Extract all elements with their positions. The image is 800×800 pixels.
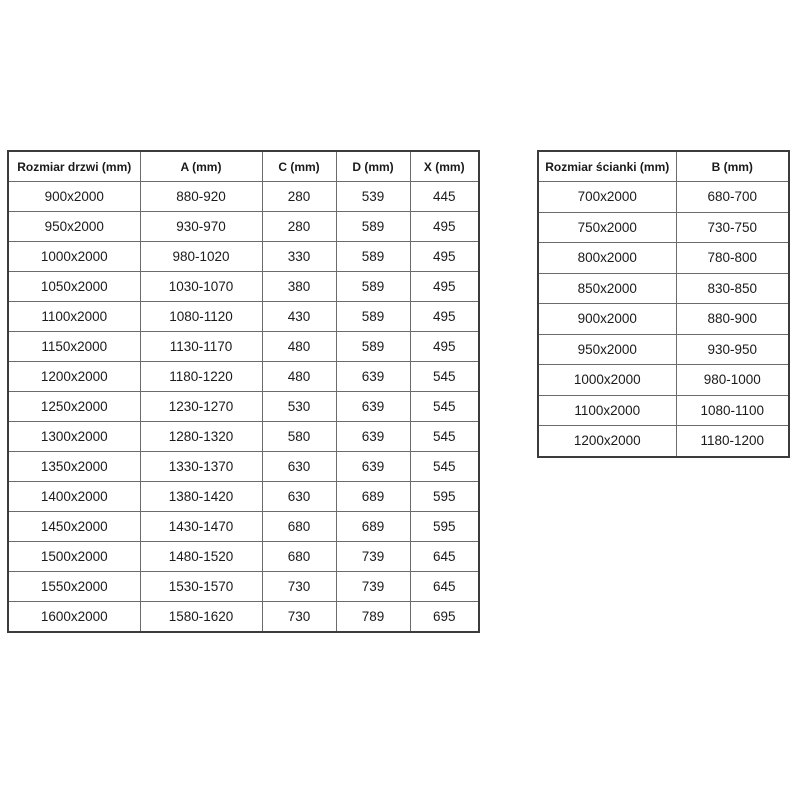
table-cell: 589 <box>336 212 410 242</box>
table-row <box>8 272 479 302</box>
table-cell: 545 <box>410 452 479 482</box>
table-row <box>538 334 789 365</box>
table-cell: 750x2000 <box>538 212 676 243</box>
table-cell: 1530-1570 <box>140 572 262 602</box>
table-cell: 495 <box>410 302 479 332</box>
table-cell: 1080-1100 <box>676 395 789 426</box>
table-cell: 1030-1070 <box>140 272 262 302</box>
wall-panel-size-table <box>537 150 790 458</box>
table-cell: 1300x2000 <box>8 422 140 452</box>
table-cell: 530 <box>262 392 336 422</box>
table-cell: 739 <box>336 572 410 602</box>
table-cell: 700x2000 <box>538 182 676 213</box>
table-cell: 1500x2000 <box>8 542 140 572</box>
table-cell: 680 <box>262 512 336 542</box>
table-cell: 639 <box>336 362 410 392</box>
table-row <box>8 512 479 542</box>
table-cell: 280 <box>262 212 336 242</box>
table-cell: 495 <box>410 212 479 242</box>
table-cell: 689 <box>336 512 410 542</box>
table-cell: 1580-1620 <box>140 602 262 633</box>
table-cell: 589 <box>336 242 410 272</box>
table-row <box>8 542 479 572</box>
column-header: B (mm) <box>676 151 789 182</box>
table-cell: 695 <box>410 602 479 633</box>
table-cell: 589 <box>336 302 410 332</box>
table-row <box>538 273 789 304</box>
table-cell: 445 <box>410 182 479 212</box>
table-cell: 539 <box>336 182 410 212</box>
table-cell: 1080-1120 <box>140 302 262 332</box>
table-row <box>8 242 479 272</box>
table-cell: 1050x2000 <box>8 272 140 302</box>
column-header: C (mm) <box>262 151 336 182</box>
table-cell: 280 <box>262 182 336 212</box>
table-cell: 1330-1370 <box>140 452 262 482</box>
table-cell: 1600x2000 <box>8 602 140 633</box>
table-row <box>8 182 479 212</box>
table-cell: 1100x2000 <box>538 395 676 426</box>
table-cell: 900x2000 <box>8 182 140 212</box>
table-row <box>8 302 479 332</box>
table-cell: 1480-1520 <box>140 542 262 572</box>
table-cell: 545 <box>410 392 479 422</box>
table-cell: 639 <box>336 452 410 482</box>
table-cell: 980-1020 <box>140 242 262 272</box>
table-cell: 1180-1200 <box>676 426 789 457</box>
table-cell: 1400x2000 <box>8 482 140 512</box>
table-cell: 739 <box>336 542 410 572</box>
table-cell: 780-800 <box>676 243 789 274</box>
table-cell: 645 <box>410 542 479 572</box>
table-row <box>538 243 789 274</box>
table-cell: 545 <box>410 422 479 452</box>
table-cell: 880-920 <box>140 182 262 212</box>
table-row <box>538 395 789 426</box>
table-cell: 730 <box>262 572 336 602</box>
table-cell: 589 <box>336 272 410 302</box>
column-header: A (mm) <box>140 151 262 182</box>
table-cell: 1250x2000 <box>8 392 140 422</box>
table-cell: 589 <box>336 332 410 362</box>
table-cell: 1550x2000 <box>8 572 140 602</box>
table-cell: 680 <box>262 542 336 572</box>
table-cell: 730-750 <box>676 212 789 243</box>
table-row <box>538 182 789 213</box>
table-cell: 330 <box>262 242 336 272</box>
table-cell: 1380-1420 <box>140 482 262 512</box>
table-row <box>8 452 479 482</box>
table-cell: 630 <box>262 452 336 482</box>
table-row <box>8 602 479 633</box>
table-cell: 689 <box>336 482 410 512</box>
table-cell: 800x2000 <box>538 243 676 274</box>
table-cell: 680-700 <box>676 182 789 213</box>
table-cell: 595 <box>410 482 479 512</box>
table-cell: 1350x2000 <box>8 452 140 482</box>
table-cell: 495 <box>410 332 479 362</box>
table-cell: 930-970 <box>140 212 262 242</box>
table-cell: 480 <box>262 362 336 392</box>
table-cell: 1230-1270 <box>140 392 262 422</box>
table-cell: 900x2000 <box>538 304 676 335</box>
table-cell: 645 <box>410 572 479 602</box>
table-cell: 380 <box>262 272 336 302</box>
table-cell: 830-850 <box>676 273 789 304</box>
table-row <box>8 392 479 422</box>
table-cell: 1000x2000 <box>8 242 140 272</box>
table-cell: 880-900 <box>676 304 789 335</box>
table-cell: 789 <box>336 602 410 633</box>
table-cell: 430 <box>262 302 336 332</box>
column-header: X (mm) <box>410 151 479 182</box>
doors-size-table <box>7 150 480 633</box>
table-row <box>538 212 789 243</box>
table-row <box>8 332 479 362</box>
table-row <box>8 572 479 602</box>
table-row <box>538 426 789 457</box>
table-cell: 630 <box>262 482 336 512</box>
table-cell: 1000x2000 <box>538 365 676 396</box>
table-cell: 1450x2000 <box>8 512 140 542</box>
table-cell: 480 <box>262 332 336 362</box>
table-row <box>8 422 479 452</box>
table-cell: 950x2000 <box>538 334 676 365</box>
table-cell: 1200x2000 <box>8 362 140 392</box>
table-cell: 1150x2000 <box>8 332 140 362</box>
table-cell: 639 <box>336 422 410 452</box>
table-cell: 930-950 <box>676 334 789 365</box>
table-row <box>538 304 789 335</box>
table-cell: 1100x2000 <box>8 302 140 332</box>
table-row <box>538 365 789 396</box>
header-row <box>8 151 479 182</box>
table-cell: 1200x2000 <box>538 426 676 457</box>
table-cell: 1180-1220 <box>140 362 262 392</box>
header-row <box>538 151 789 182</box>
table-cell: 950x2000 <box>8 212 140 242</box>
table-row <box>8 362 479 392</box>
column-header: D (mm) <box>336 151 410 182</box>
table-cell: 495 <box>410 242 479 272</box>
table-cell: 980-1000 <box>676 365 789 396</box>
table-cell: 595 <box>410 512 479 542</box>
table-cell: 730 <box>262 602 336 633</box>
column-header: Rozmiar drzwi (mm) <box>8 151 140 182</box>
table-cell: 1130-1170 <box>140 332 262 362</box>
table-cell: 639 <box>336 392 410 422</box>
table-cell: 1430-1470 <box>140 512 262 542</box>
table-row <box>8 482 479 512</box>
table-cell: 495 <box>410 272 479 302</box>
table-cell: 1280-1320 <box>140 422 262 452</box>
column-header: Rozmiar ścianki (mm) <box>538 151 676 182</box>
table-cell: 850x2000 <box>538 273 676 304</box>
table-row <box>8 212 479 242</box>
table-cell: 580 <box>262 422 336 452</box>
table-cell: 545 <box>410 362 479 392</box>
